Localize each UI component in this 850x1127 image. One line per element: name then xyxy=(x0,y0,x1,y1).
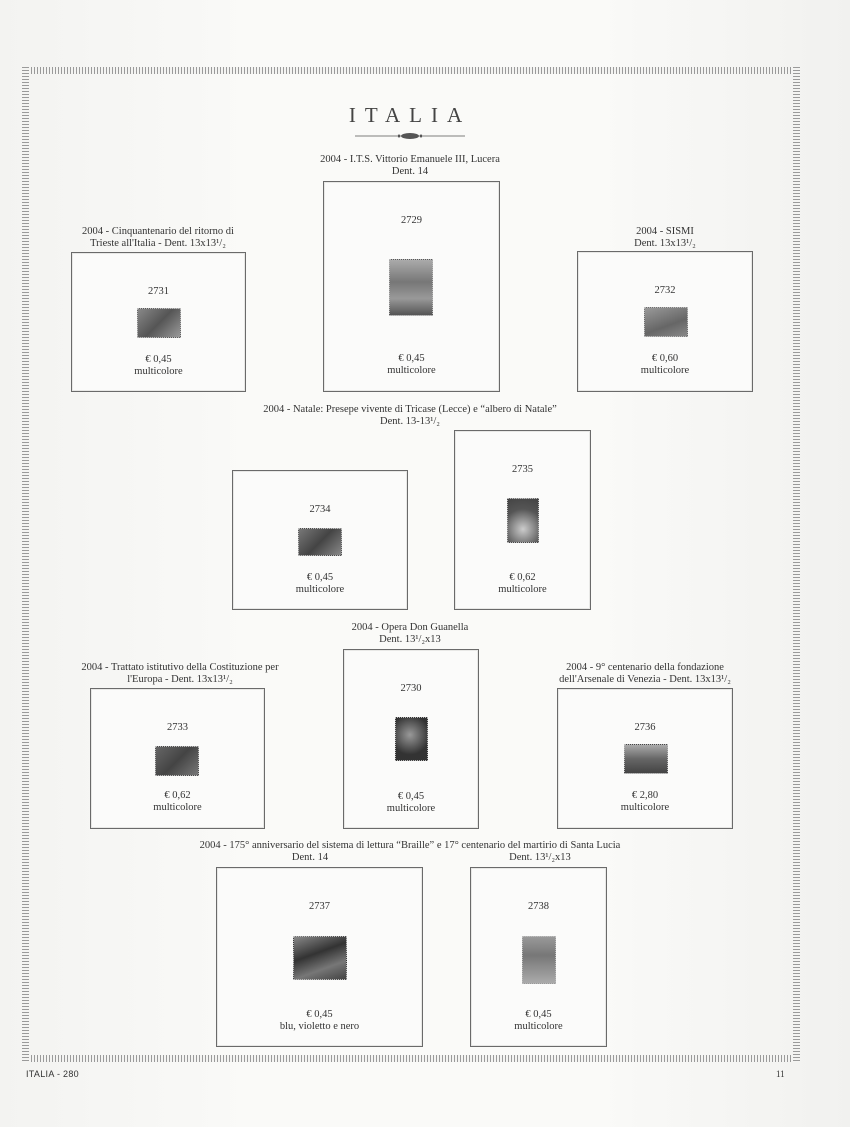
caption-line: Dent. 13-13¹/₂ xyxy=(380,416,440,427)
ornament-divider xyxy=(355,132,465,140)
stamp-mount-2736 xyxy=(557,688,733,829)
caption-line: 2004 - Natale: Presepe vivente di Tricase (Lecce) e “albero di Natale” xyxy=(263,404,557,415)
caption-2732 xyxy=(595,226,735,250)
stamp-number: 2737 xyxy=(309,901,330,912)
stamp-image xyxy=(522,936,556,984)
stamp-number: 2732 xyxy=(654,285,676,296)
caption-2736 xyxy=(545,662,745,686)
stamp-price: € 0,45 xyxy=(145,354,172,365)
caption-line: 2004 - Opera Don Guanella xyxy=(351,622,469,633)
caption-2731 xyxy=(58,226,258,250)
stamp-image xyxy=(644,307,688,337)
caption-line: Dent. 13¹/₂x13 xyxy=(379,634,441,645)
page-border-top xyxy=(22,67,800,74)
caption-line: Dent. 14 xyxy=(291,852,329,863)
stamp-image xyxy=(293,936,347,980)
stamp-image xyxy=(624,744,668,774)
stamp-price: € 0,62 xyxy=(509,572,536,583)
caption-line: 2004 - 9° centenario della fondazione xyxy=(566,662,724,673)
stamp-number: 2738 xyxy=(528,901,549,912)
stamp-mount-2732 xyxy=(577,251,753,392)
caption-2733 xyxy=(60,662,300,686)
stamp-mount-2738 xyxy=(470,867,607,1047)
stamp-image xyxy=(298,528,342,556)
stamp-color: multicolore xyxy=(387,365,436,376)
stamp-number: 2730 xyxy=(400,683,422,694)
stamp-mount-2733 xyxy=(90,688,265,829)
stamp-color: multicolore xyxy=(295,584,345,595)
stamp-color: multicolore xyxy=(153,802,202,813)
page-border-left xyxy=(22,67,29,1062)
stamp-mount-2735 xyxy=(454,430,591,610)
stamp-mount-2734 xyxy=(232,470,408,610)
stamp-price: € 0,62 xyxy=(164,790,191,801)
stamp-price: € 0,60 xyxy=(651,353,679,364)
stamp-image xyxy=(137,308,181,338)
page-header xyxy=(300,103,520,140)
page-title: ITALIA xyxy=(348,103,472,127)
caption-2737 xyxy=(175,840,645,852)
caption-line: 2004 - I.T.S. Vittorio Emanuele III, Lucera xyxy=(320,154,500,165)
stamp-color: multicolore xyxy=(640,365,690,376)
page-border-right xyxy=(793,67,800,1062)
caption-2729 xyxy=(290,154,530,178)
stamp-image xyxy=(155,746,199,776)
stamp-number: 2731 xyxy=(148,286,169,297)
stamp-image xyxy=(395,717,428,761)
caption-line: Dent. 14 xyxy=(391,166,429,177)
stamp-price: € 0,45 xyxy=(306,1009,333,1020)
caption-line: 2004 - Trattato istitutivo della Costituzione per xyxy=(81,662,279,673)
caption-line: 2004 - 175° anniversario del sistema di lettura “Braille” e 17° centenario del martirio di Santa Lucia xyxy=(199,840,621,851)
page-border-bottom xyxy=(22,1055,800,1062)
stamp-mount-2729 xyxy=(323,181,500,392)
stamp-mount-2737 xyxy=(216,867,423,1047)
stamp-color: multicolore xyxy=(620,802,670,813)
stamp-image xyxy=(507,498,539,543)
caption-line: l'Europa - Dent. 13x13¹/₂ xyxy=(127,674,233,685)
stamp-price: € 0,45 xyxy=(525,1009,552,1020)
stamp-color: multicolore xyxy=(386,803,436,814)
stamp-number: 2734 xyxy=(309,504,331,515)
stamp-color: multicolore xyxy=(514,1021,563,1032)
stamp-color: blu, violetto e nero xyxy=(279,1021,360,1032)
stamp-image xyxy=(389,259,433,316)
stamp-mount-2730 xyxy=(343,649,479,829)
caption-line: Dent. 13¹/₂x13 xyxy=(509,852,571,863)
caption-line: Trieste all'Italia - Dent. 13x13¹/₂ xyxy=(90,238,226,249)
stamp-color: multicolore xyxy=(498,584,547,595)
stamp-number: 2733 xyxy=(167,722,188,733)
stamp-number: 2735 xyxy=(512,464,533,475)
caption-2734 xyxy=(230,404,590,428)
caption-line: 2004 - SISMI xyxy=(636,226,694,237)
caption-line: Dent. 13x13¹/₂ xyxy=(634,238,696,249)
stamp-price: € 0,45 xyxy=(397,791,425,802)
stamp-color: multicolore xyxy=(134,366,183,377)
stamp-price: € 2,80 xyxy=(631,790,659,801)
stamp-price: € 0,45 xyxy=(306,572,334,583)
caption-2737-dent xyxy=(280,852,340,864)
footer-page-label: ITALIA - 280 xyxy=(26,1069,79,1079)
stamp-mount-2731 xyxy=(71,252,246,392)
stamp-number: 2736 xyxy=(634,722,656,733)
stamp-price: € 0,45 xyxy=(398,353,425,364)
caption-line: 2004 - Cinquantenario del ritorno di xyxy=(82,226,234,237)
caption-line: dell'Arsenale di Venezia - Dent. 13x13¹/₂ xyxy=(559,674,731,685)
stamp-number: 2729 xyxy=(401,215,422,226)
caption-2738-dent xyxy=(500,852,580,864)
footer-page-number: 11 xyxy=(776,1069,785,1079)
caption-2730 xyxy=(320,622,500,646)
